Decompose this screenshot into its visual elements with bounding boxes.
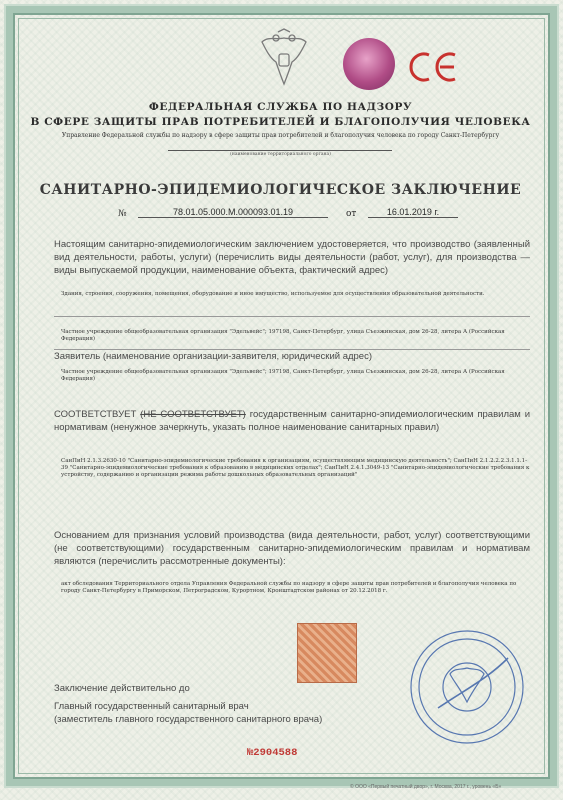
- certificate-date: 16.01.2019 г.: [368, 207, 458, 218]
- applicant-label: Заявитель (наименование организации-заявителя, юридический адрес): [54, 351, 373, 362]
- division-caption: (наименование территориального органа): [230, 152, 331, 157]
- date-from-label: от: [346, 209, 357, 219]
- double-headed-eagle-emblem-icon: [256, 28, 312, 92]
- non-conformity-struck: (НЕ СООТВЕТСТВУЕТ): [140, 409, 246, 420]
- object-description: Здания, строения, сооружения, помещения, оборудование и иное имущество, используемое для осуществления образовательной деятельности.: [61, 291, 485, 297]
- printer-imprint: © ООО «Первый печатный двор», г. Москва, 2017 г., уровень «Б»: [350, 784, 502, 790]
- conformity-word: СООТВЕТСТВУЕТ: [54, 409, 137, 420]
- field-line: [54, 349, 530, 350]
- conformity-rest: государственным санитарно-эпидемиологическим правилам и нормативам (ненужное зачеркнуть, указать полное наименование санитарных правил): [54, 409, 531, 433]
- field-line: [54, 316, 530, 317]
- deputy-doctor-title: (заместитель главного государственного санитарного врача): [54, 714, 323, 725]
- agency-header: [28, 100, 533, 130]
- basis-paragraph: Основанием для признания условий производства (вида деятельности, работ, услуг) соответствующими (не соответствующими) государственным санитарно-эпидемиологическим правилам и нормативам являются (перечислить рассмотренные документы):: [54, 530, 530, 567]
- basis-documents: акт обследования Территориального отдела Управления Федеральной службы по надзору в сфере защиты прав потребителей и благополучия человека по городу Санкт-Петербургу в Приморском, Петроградском, Курортном, Кронштадтском районах от 20.12.2018 г.: [61, 581, 517, 594]
- document-title: САНИТАРНО-ЭПИДЕМИОЛОГИЧЕСКОЕ ЗАКЛЮЧЕНИЕ: [39, 182, 522, 198]
- applicant-description: Частное учреждение общеобразовательная организация "Эдельвейс"; 197198, Санкт-Петербург, улица Съезжинская, дом 26-28, литера А (Российская Федерация): [61, 369, 505, 382]
- hologram-stamp-icon: [298, 624, 356, 682]
- intro-paragraph: Настоящим санитарно-эпидемиологическим заключением удостоверяется, что производство (заявленный вид деятельности, работы, услуги) (перечислить виды деятельности (работ, услуг), для производства — виды выпускаемой продукции, наименование объекта, фактический адрес): [54, 239, 530, 276]
- agency-line-1: ФЕДЕРАЛЬНАЯ СЛУЖБА ПО НАДЗОРУ: [148, 101, 413, 113]
- number-line: [28, 207, 533, 223]
- conformity-mark-icon: [404, 50, 462, 84]
- round-seal-icon: [408, 628, 526, 746]
- territorial-division: Управление Федеральной службы по надзору в сфере защиты прав потребителей и благополучия человека по городу Санкт-Петербургу: [61, 132, 500, 139]
- form-serial-number: №2904588: [247, 747, 298, 759]
- sanitary-rules-list: СанПиН 2.1.3.2630-10 "Санитарно-эпидемиологические требования к организациям, осуществляющим медицинскую деятельность"; СанПиН 2.1.2.2.2.3.1.1.1-39 "Санитарно-эпидемиологические требования к образованию в медицинских отделах"; СанПиН 2.4.1.3049-13 "Санитарно-эпидемиологические требования к устройству, содержанию и организации режима работы дошкольных образовательных организаций": [61, 458, 530, 478]
- producer-description: Частное учреждение общеобразовательная организация "Эдельвейс"; 197198, Санкт-Петербург, улица Съезжинская, дом 26-28, литера А (Российская Федерация): [61, 329, 505, 342]
- chief-doctor-title: Главный государственный санитарный врач: [54, 701, 249, 712]
- signatory-block: [54, 700, 414, 726]
- agency-line-2: В СФЕРЕ ЗАЩИТЫ ПРАВ ПОТРЕБИТЕЛЕЙ И БЛАГОПОЛУЧИЯ ЧЕЛОВЕКА: [30, 116, 531, 128]
- validity-label: Заключение действительно до: [54, 683, 190, 694]
- certificate-number: 78.01.05.000.М.000093.01.19: [138, 207, 328, 218]
- number-sign: №: [118, 209, 127, 219]
- hologram-sticker-icon: [343, 38, 395, 90]
- conformity-statement: [54, 408, 530, 434]
- division-underline: [168, 150, 392, 151]
- emblem-row: [28, 28, 533, 96]
